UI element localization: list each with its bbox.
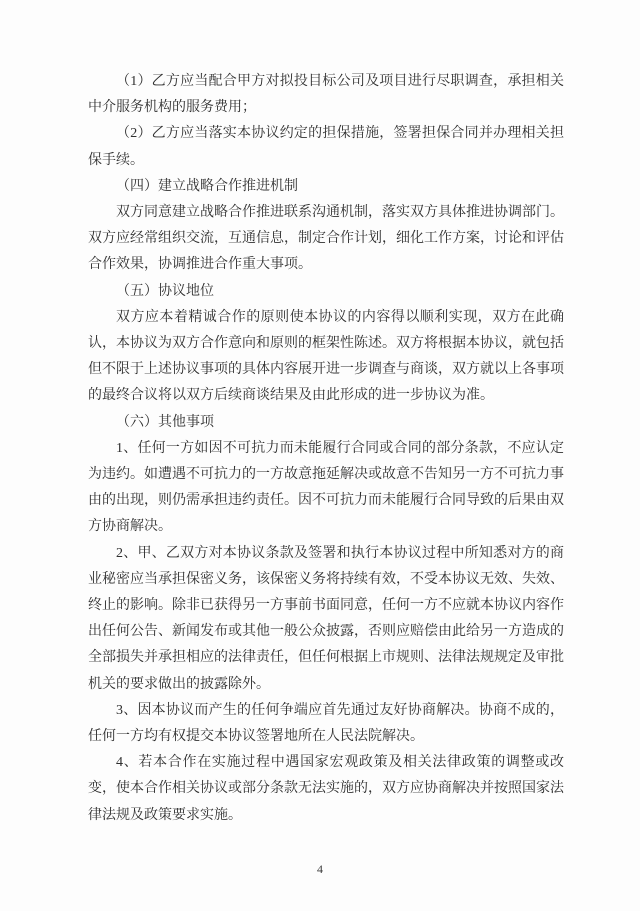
- section-heading-5: （五）协议地位: [116, 283, 214, 299]
- other-matters-clause-2: 2、甲、乙双方对本协议条款及签署和执行本协议过程中所知悉对方的商业秘密应当承担保密义务，该保密义务将持续有效，不受本协议无效、失效、终止的影响。除非已获得另一方事前书面同意，任何一方不应就本协议内容作出任何公告、新闻发布或其他一般公众披露，否则应赔偿由此给另一方造成的全部损失并承担相应的法律责任，但任何根据上市规则、法律法规规定及审批机关的要求做出的披露除外。: [88, 545, 564, 692]
- clause-item-2: （2）乙方应当落实本协议约定的担保措施，签署担保合同并办理相关担保手续。: [88, 126, 564, 168]
- other-matters-clause-1: 1、任何一方如因不可抗力而未能履行合同或合同的部分条款，不应认定为违约。如遭遇不可抗力的一方故意拖延解决或故意不告知另一方不可抗力事由的出现，则仍需承担违约责任。因不可抗力而未能履行合同导致的后果由双方协商解决。: [88, 440, 564, 535]
- other-matters-clause-3: 3、因本协议而产生的任何争端应首先通过友好协商解决。协商不成的，任何一方均有权提交本协议签署地所在人民法院解决。: [88, 702, 564, 745]
- clause-item-1: （1）乙方应当配合甲方对拟投目标公司及项目进行尽职调查，承担相关中介服务机构的服务费用；: [88, 74, 564, 116]
- document-body: [88, 69, 564, 829]
- page-footer: [0, 860, 640, 878]
- section-heading-4: （四）建立战略合作推进机制: [116, 178, 298, 194]
- page-number: 4: [317, 862, 323, 876]
- other-matters-clause-4: 4、若本合作在实施过程中遇国家宏观政策及相关法律政策的调整或改变，使本合作相关协议或部分条款无法实施的，双方应协商解决并按照国家法律法规及政策要求实施。: [88, 755, 564, 823]
- section-heading-6: （六）其他事项: [116, 414, 214, 430]
- section-5-body: 双方应本着精诚合作的原则使本协议的内容得以顺利实现，双方在此确认，本协议为双方合作意向和原则的框架性陈述。双方将根据本协议，就包括但不限于上述协议事项的具体内容展开进一步调查与商谈，双方就以上各事项的最终合议将以双方后续商谈结果及由此形成的进一步协议为准。: [88, 309, 564, 404]
- section-4-body: 双方同意建立战略合作推进联系沟通机制，落实双方具体推进协调部门。双方应经常组织交流，互通信息，制定合作计划，细化工作方案，讨论和评估合作效果，协调推进合作重大事项。: [88, 205, 564, 273]
